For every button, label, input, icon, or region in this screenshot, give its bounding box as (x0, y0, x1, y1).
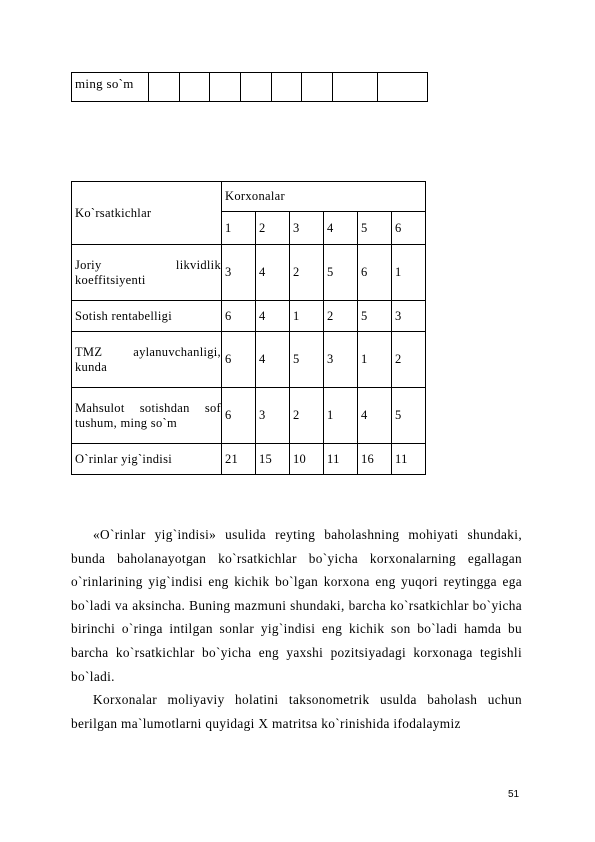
table-cell: 15 (256, 444, 290, 475)
table-cell: 6 (358, 245, 392, 301)
column-header: 1 (222, 212, 256, 245)
table-cell: 5 (290, 332, 324, 388)
row-name-line: koeffitsiyenti (75, 272, 146, 287)
row-name: Sotish rentabelligi (72, 301, 222, 332)
top-table-fragment (71, 72, 428, 102)
row-name: O`rinlar yig`indisi (72, 444, 222, 475)
table-cell: 2 (392, 332, 426, 388)
column-header: 2 (256, 212, 290, 245)
table-cell: 5 (324, 245, 358, 301)
table-cell: 6 (222, 301, 256, 332)
empty-cell (302, 73, 333, 102)
table-cell: 3 (256, 388, 290, 444)
table-row (72, 332, 426, 388)
empty-cell (149, 73, 180, 102)
column-header: 5 (358, 212, 392, 245)
empty-cell (241, 73, 272, 102)
table-row (72, 301, 426, 332)
row-name-line: Joriy likvidlik (75, 257, 221, 272)
ranking-table (71, 181, 426, 475)
row-name-line: TMZ aylanuvchanligi, (75, 344, 221, 359)
page-number: 51 (508, 789, 520, 800)
table-cell: 21 (222, 444, 256, 475)
table-row (72, 245, 426, 301)
table-cell: 6 (222, 332, 256, 388)
table-cell: 11 (392, 444, 426, 475)
column-header: 3 (290, 212, 324, 245)
empty-cell (180, 73, 210, 102)
row-name (72, 388, 222, 444)
table-cell: 3 (222, 245, 256, 301)
table-row (72, 388, 426, 444)
paragraph: «O`rinlar yig`indisi» usulida reyting baholashning mohiyati shundaki, bunda baholanayotgan ko`rsatkichlar bo`yicha korxonalarning egallagan o`rinlarining yig`indisi eng kichik bo`lgan korxona eng yuqori reytingga ega bo`ladi va aksincha. Buning mazmuni shundaki, barcha ko`rsatkichlar bo`yicha birinchi o`ringa intilgan sonlar yig`indisi eng kichik son bo`ladi hamda bu barcha ko`rsatkichlar bo`yicha eng yaxshi pozitsiyadagi korxonaga tegishli bo`ladi. (71, 527, 522, 684)
empty-cell (272, 73, 302, 102)
table-cell: 3 (392, 301, 426, 332)
table-cell: 1 (290, 301, 324, 332)
table-row (72, 73, 428, 102)
row-name-line: tushum, ming so`m (75, 415, 177, 430)
header-indicators: Ko`rsatkichlar (72, 182, 222, 245)
table-cell: 5 (392, 388, 426, 444)
table-cell: 16 (358, 444, 392, 475)
empty-cell (378, 73, 428, 102)
table-cell: 1 (392, 245, 426, 301)
table-cell: 2 (290, 388, 324, 444)
table-cell: 3 (324, 332, 358, 388)
row-name (72, 332, 222, 388)
table-row-total (72, 444, 426, 475)
table-cell: 4 (256, 332, 290, 388)
table-cell: 4 (256, 301, 290, 332)
row-name-line: Mahsulot sotishdan sof (75, 400, 221, 415)
table-cell: 1 (324, 388, 358, 444)
table-cell: 4 (256, 245, 290, 301)
table-cell: 5 (358, 301, 392, 332)
column-header: 4 (324, 212, 358, 245)
row-name-line: kunda (75, 359, 108, 374)
header-enterprises: Korxonalar (222, 182, 426, 212)
table-cell: 10 (290, 444, 324, 475)
table-cell: 2 (290, 245, 324, 301)
row-name (72, 245, 222, 301)
table-cell: 6 (222, 388, 256, 444)
table-cell: 2 (324, 301, 358, 332)
table-header-row (72, 182, 426, 212)
body-text (71, 523, 522, 735)
table-cell: 4 (358, 388, 392, 444)
empty-cell (333, 73, 378, 102)
table-cell: 11 (324, 444, 358, 475)
empty-cell (210, 73, 241, 102)
column-header: 6 (392, 212, 426, 245)
row-label: ming so`m (72, 73, 149, 102)
paragraph: Korxonalar moliyaviy holatini taksonometrik usulda baholash uchun berilgan ma`lumotlarni quyidagi X matritsa ko`rinishida ifodalaymiz (71, 692, 522, 731)
table-cell: 1 (358, 332, 392, 388)
